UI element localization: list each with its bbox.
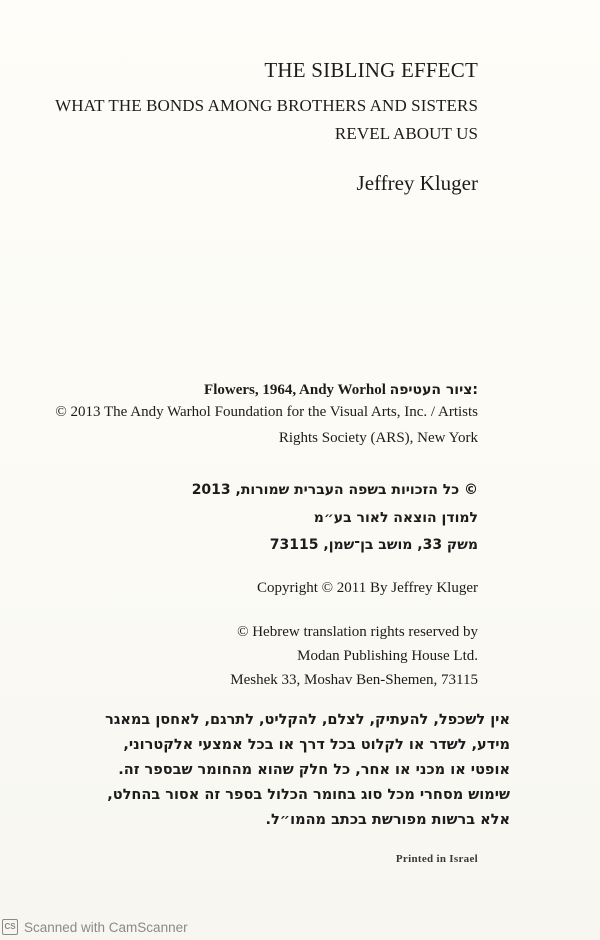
cover-credit-hebrew-label: ציור העטיפה:	[389, 382, 478, 398]
book-subtitle-line-2: REVEL ABOUT US	[334, 124, 478, 143]
artwork-copyright-line-1: © 2013 The Andy Warhol Foundation for the Visual Arts, Inc. / Artists	[55, 404, 478, 420]
printed-in-israel: Printed in Israel	[395, 853, 478, 865]
hebrew-rights-line-2: למודן הוצאה לאור בע״מ	[313, 510, 478, 526]
english-copyright: Copyright © 2011 By Jeffrey Kluger	[257, 580, 478, 596]
cover-artwork: Flowers, 1964, Andy Worhol	[204, 382, 386, 398]
camscanner-logo-icon: CS	[2, 919, 18, 935]
hebrew-rights-line-3: משק 33, מושב בן־שמן, 73115	[269, 537, 478, 553]
hebrew-notice-line-4: שימוש מסחרי מכל סוג בחומר הכלול בספר זה אסור בהחלט,	[107, 787, 510, 803]
book-title: THE SIBLING EFFECT	[264, 58, 478, 82]
artwork-copyright-line-2: Rights Society (ARS), New York	[278, 430, 478, 446]
book-author: Jeffrey Kluger	[356, 171, 478, 195]
translation-rights-line-3: Meshek 33, Moshav Ben-Shemen, 73115	[230, 672, 478, 688]
translation-rights-line-2: Modan Publishing House Ltd.	[297, 648, 478, 664]
watermark-text: Scanned with CamScanner	[24, 919, 188, 935]
book-subtitle-line-1: WHAT THE BONDS AMONG BROTHERS AND SISTERS	[55, 96, 478, 115]
cover-credit	[204, 382, 478, 399]
hebrew-notice-line-3: אופטי או מכני או אחר, כל חלק שהוא מהחומר שבספר זה.	[118, 762, 510, 778]
scanner-watermark	[0, 916, 188, 938]
hebrew-notice-line-1: אין לשכפל, להעתיק, לצלם, להקליט, לתרגם, לאחסן במאגר	[105, 712, 510, 728]
hebrew-notice-line-5: אלא ברשות מפורשת בכתב מהמו״ל.	[265, 812, 510, 828]
hebrew-notice-line-2: מידע, לשדר או לקלוט בכל דרך או בכל אמצעי אלקטרוני,	[123, 737, 510, 753]
translation-rights-line-1: © Hebrew translation rights reserved by	[237, 624, 478, 640]
hebrew-rights-line-1: © כל הזכויות בשפה העברית שמורות, 2013	[191, 482, 478, 498]
